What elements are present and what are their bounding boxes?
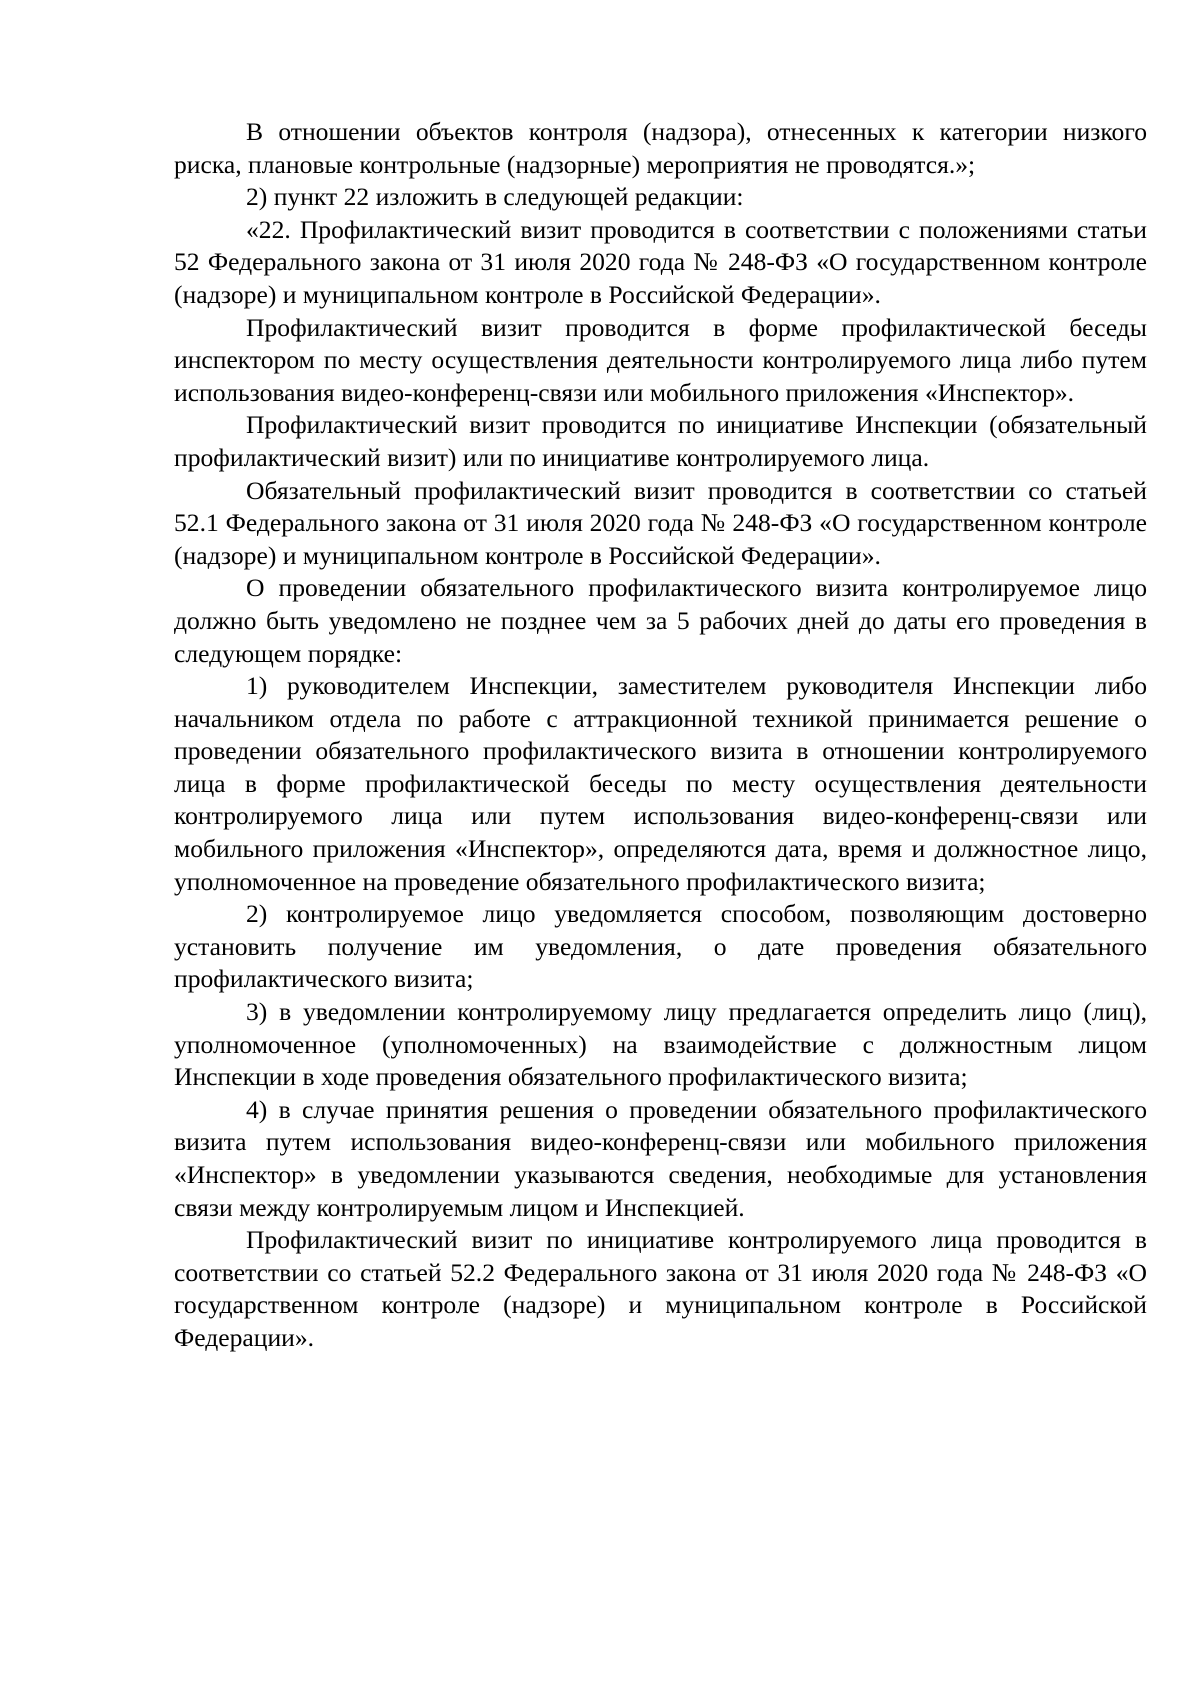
paragraph-visit-initiative: Профилактический визит проводится по инициативе Инспекции (обязательный профилактический визит) или по инициативе контролируемого лица. (174, 410, 1147, 472)
paragraph-mandatory-visit: Обязательный профилактический визит проводится в соответствии со статьей 52.1 Федерального закона от 31 июля 2020 года № 248-ФЗ «О государственном контроле (надзоре) и муниципальном контроле в Российской Федерации». (174, 475, 1147, 570)
document-body (174, 116, 1147, 1355)
paragraph-visit-form: Профилактический визит проводится в форме профилактической беседы инспектором по месту осуществления деятельности контролируемого лица либо путем использования видео-конференц-связи или мобильного приложения «Инспектор». (174, 312, 1147, 407)
paragraph-low-risk: В отношении объектов контроля (надзора), отнесенных к категории низкого риска, плановые контрольные (надзорные) мероприятия не проводятся.»; (174, 117, 1147, 179)
paragraph-initiative-visit: Профилактический визит по инициативе контролируемого лица проводится в соответствии со статьей 52.2 Федерального закона от 31 июля 2020 года № 248-ФЗ «О государственном контроле (надзоре) и муниципальном контроле в Российской Федерации». (174, 1225, 1147, 1352)
paragraph-subitem-3: 3) в уведомлении контролируемому лицу предлагается определить лицо (лиц), уполномоченное (уполномоченных) на взаимодействие с должностным лицом Инспекции в ходе проведения обязательного профилактического визита; (174, 997, 1147, 1092)
paragraph-subitem-2: 2) контролируемое лицо уведомляется способом, позволяющим достоверно установить получение им уведомления, о дате проведения обязательного профилактического визита; (174, 899, 1147, 994)
paragraph-notification: О проведении обязательного профилактического визита контролируемое лицо должно быть уведомлено не позднее чем за 5 рабочих дней до даты его проведения в следующем порядке: (174, 573, 1147, 668)
paragraph-subitem-1: 1) руководителем Инспекции, заместителем руководителя Инспекции либо начальником отдела по работе с аттракционной техникой принимается решение о проведении обязательного профилактического визита в отношении контролируемого лица в форме профилактической беседы по месту осуществления деятельности контролируемого лица или путем использования видео-конференц-связи или мобильного приложения «Инспектор», определяются дата, время и должностное лицо, уполномоченное на проведение обязательного профилактического визита; (174, 671, 1147, 896)
paragraph-item-2-intro: 2) пункт 22 изложить в следующей редакции: (246, 182, 744, 212)
paragraph-subitem-4: 4) в случае принятия решения о проведении обязательного профилактического визита путем использования видео-конференц-связи или мобильного приложения «Инспектор» в уведомлении указываются сведения, необходимые для установления связи между контролируемым лицом и Инспекцией. (174, 1094, 1147, 1222)
paragraph-clause-22: «22. Профилактический визит проводится в соответствии с положениями статьи 52 Федерального закона от 31 июля 2020 года № 248-ФЗ «О государственном контроле (надзоре) и муниципальном контроле в Российской Федерации». (174, 214, 1147, 309)
